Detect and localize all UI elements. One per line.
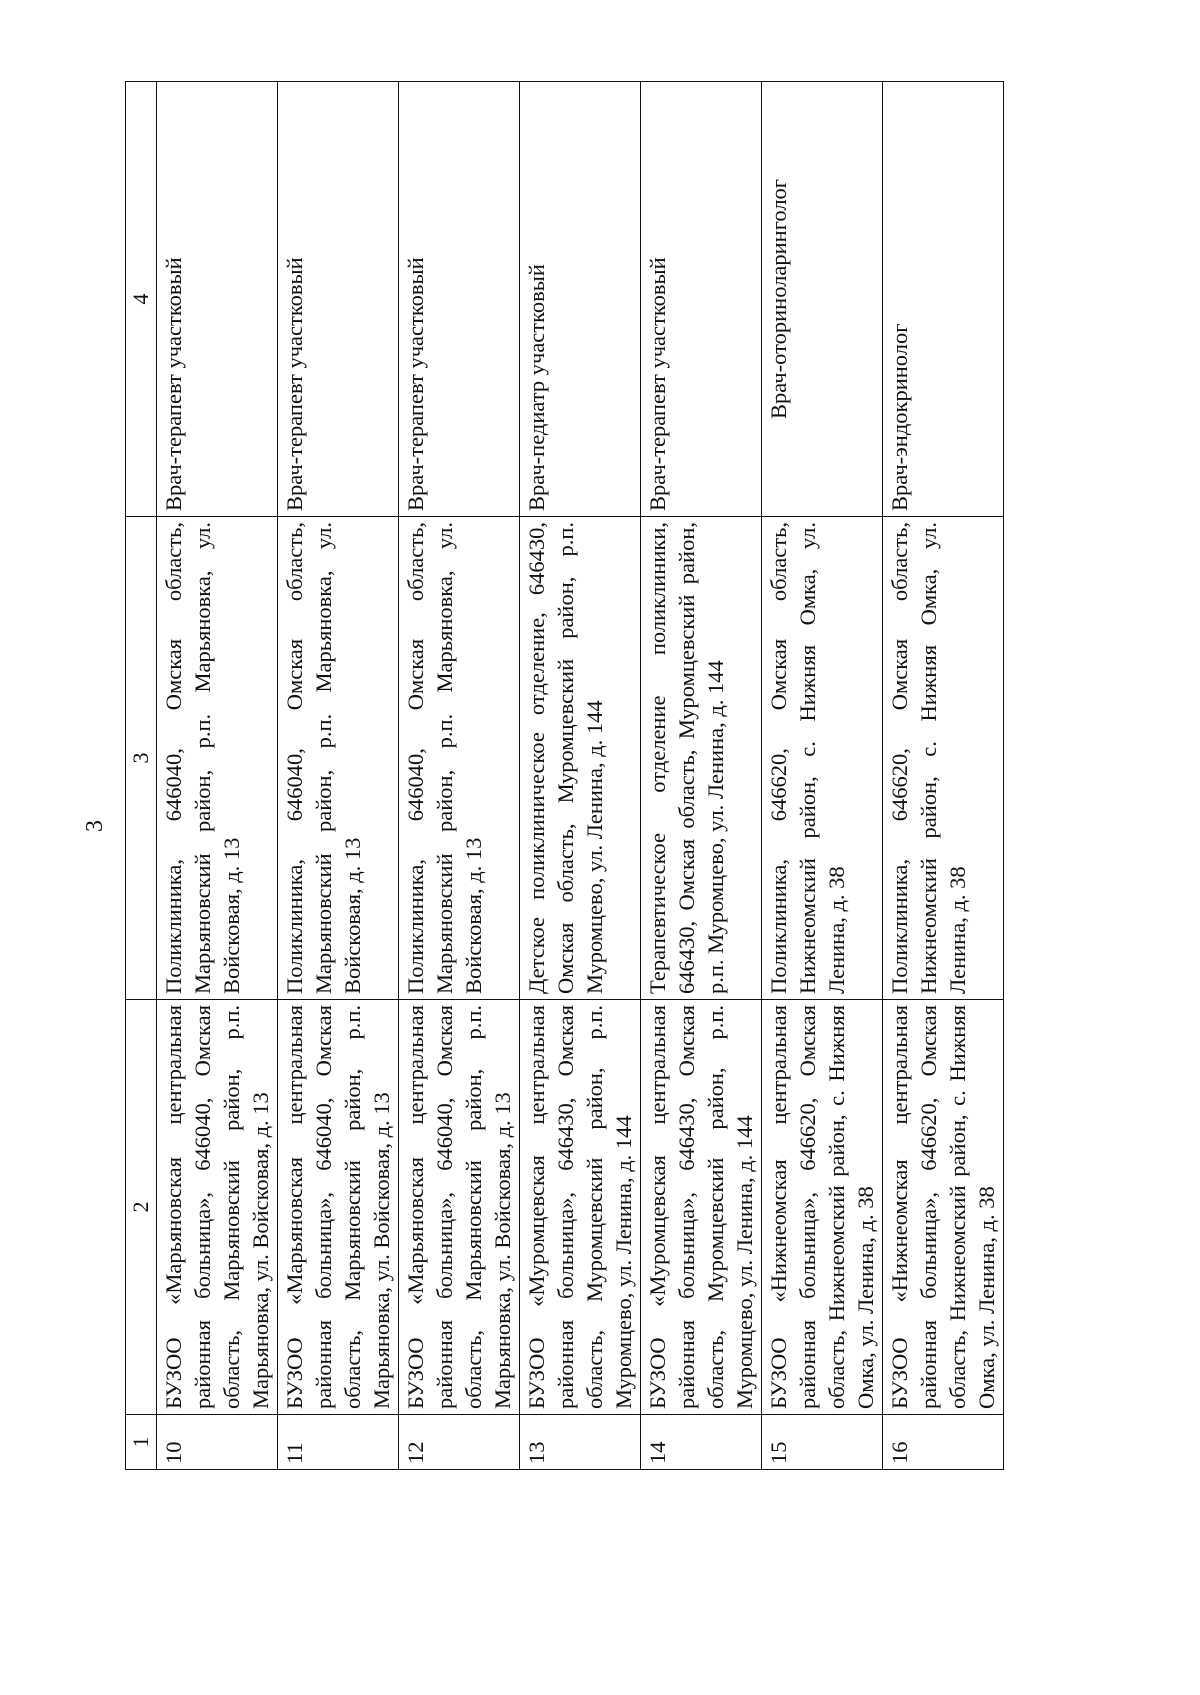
- workplace-cell: Поликлиника, 646620, Омская область, Нижнеомский район, с. Нижняя Омка, ул. Ленина, д. 38: [883, 517, 1004, 1000]
- workplace-cell: Поликлиника, 646040, Омская область, Марьяновский район, р.п. Марьяновка, ул. Войсковая, д. 13: [399, 517, 520, 1000]
- rotated-table-container: [125, 82, 1075, 1470]
- row-number: 14: [641, 1415, 762, 1470]
- table-row: [883, 82, 1004, 1470]
- column-header-3: 3: [126, 517, 157, 1000]
- position-cell: Врач-терапевт участковый: [399, 82, 520, 517]
- position-cell: Врач-педиатр участковый: [520, 82, 641, 517]
- table-row: [157, 82, 278, 1470]
- workplace-cell: Детское поликлиническое отделение, 646430, Омская область, Муромцевский район, р.п. Муромцево, ул. Ленина, д. 144: [520, 517, 641, 1000]
- position-cell: Врач-эндокринолог: [883, 82, 1004, 517]
- column-header-2: 2: [126, 1000, 157, 1415]
- organization-cell: БУЗОО «Нижнеомская центральная районная больница», 646620, Омская область, Нижнеомский район, с. Нижняя Омка, ул. Ленина, д. 38: [883, 1000, 1004, 1415]
- row-number: 15: [762, 1415, 883, 1470]
- position-cell: Врач-оториноларинголог: [762, 82, 883, 517]
- row-number: 16: [883, 1415, 1004, 1470]
- row-number: 13: [520, 1415, 641, 1470]
- table-row: [278, 82, 399, 1470]
- doctors-table: [125, 81, 1004, 1470]
- row-number: 10: [157, 1415, 278, 1470]
- organization-cell: БУЗОО «Марьяновская центральная районная больница», 646040, Омская область, Марьяновский район, р.п. Марьяновка, ул. Войсковая, д. 13: [399, 1000, 520, 1415]
- column-header-1: 1: [126, 1415, 157, 1470]
- position-cell: Врач-терапевт участковый: [641, 82, 762, 517]
- organization-cell: БУЗОО «Муромцевская центральная районная больница», 646430, Омская область, Муромцевский район, р.п. Муромцево, ул. Ленина, д. 144: [641, 1000, 762, 1415]
- row-number: 12: [399, 1415, 520, 1470]
- table-row: [399, 82, 520, 1470]
- position-cell: Врач-терапевт участковый: [157, 82, 278, 517]
- organization-cell: БУЗОО «Марьяновская центральная районная больница», 646040, Омская область, Марьяновский район, р.п. Марьяновка, ул. Войсковая, д. 13: [278, 1000, 399, 1415]
- table-row: [641, 82, 762, 1470]
- organization-cell: БУЗОО «Муромцевская центральная районная больница», 646430, Омская область, Муромцевский район, р.п. Муромцево, ул. Ленина, д. 144: [520, 1000, 641, 1415]
- organization-cell: БУЗОО «Марьяновская центральная районная больница», 646040, Омская область, Марьяновский район, р.п. Марьяновка, ул. Войсковая, д. 13: [157, 1000, 278, 1415]
- workplace-cell: Поликлиника, 646620, Омская область, Нижнеомский район, с. Нижняя Омка, ул. Ленина, д. 38: [762, 517, 883, 1000]
- column-header-4: 4: [126, 82, 157, 517]
- table-header-row: [126, 82, 157, 1470]
- workplace-cell: Терапевтическое отделение поликлиники, 646430, Омская область, Муромцевский район, р.п. Муромцево, ул. Ленина, д. 144: [641, 517, 762, 1000]
- table-row: [520, 82, 641, 1470]
- page-number: 3: [82, 820, 108, 832]
- position-cell: Врач-терапевт участковый: [278, 82, 399, 517]
- workplace-cell: Поликлиника, 646040, Омская область, Марьяновский район, р.п. Марьяновка, ул. Войсковая, д. 13: [278, 517, 399, 1000]
- row-number: 11: [278, 1415, 399, 1470]
- table-row: [762, 82, 883, 1470]
- workplace-cell: Поликлиника, 646040, Омская область, Марьяновский район, р.п. Марьяновка, ул. Войсковая, д. 13: [157, 517, 278, 1000]
- organization-cell: БУЗОО «Нижнеомская центральная районная больница», 646620, Омская область, Нижнеомский район, с. Нижняя Омка, ул. Ленина, д. 38: [762, 1000, 883, 1415]
